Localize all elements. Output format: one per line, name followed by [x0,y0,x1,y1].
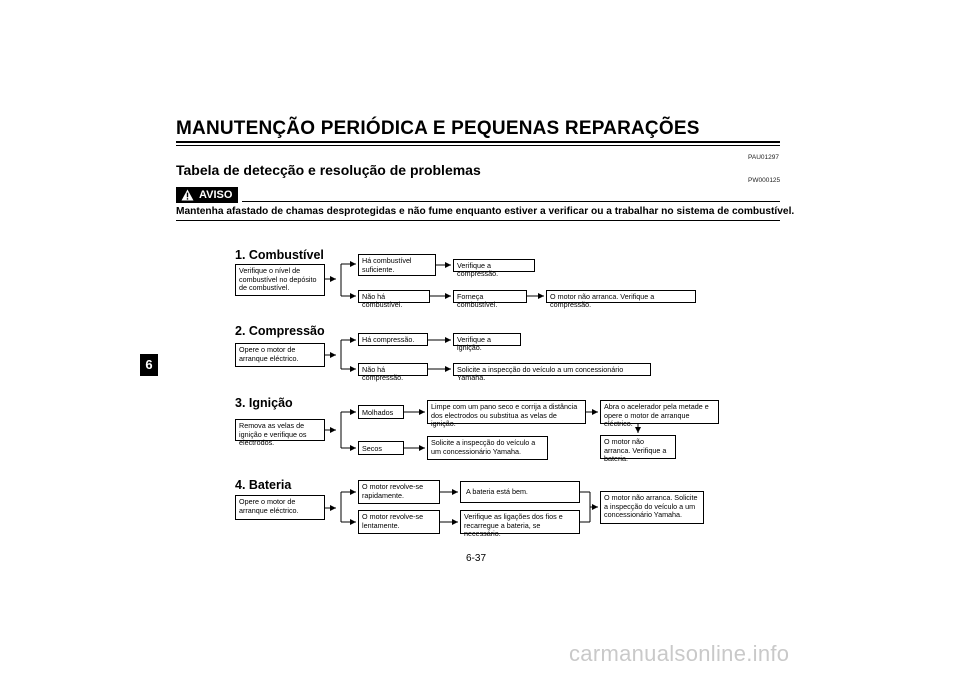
warning-badge-label: AVISO [199,189,233,201]
ignition-wet-next-box: Abra o acelerador pela metade e opere o motor de arranque eléctrico. [600,400,719,424]
page-title: MANUTENÇÃO PERIÓDICA E PEQUENAS REPARAÇÕES [176,118,700,139]
page-number: 6-37 [466,553,487,564]
watermark: carmanualsonline.info [569,641,790,666]
compression-no-action-box: Solicite a inspecção do veículo a um concessionário Yamaha. [453,363,651,376]
ignition-dry-action-box: Solicite a inspecção do veículo a um concessionário Yamaha. [427,436,548,460]
compression-check-box: Opere o motor de arranque eléctrico. [235,343,325,367]
battery-slow-box: O motor revolve-se lentamente. [358,510,440,534]
battery-final-box: O motor não arranca. Solicite a inspecção do veículo a um concessionário Yamaha. [600,491,704,524]
compression-section-title: 2. Compressão [235,324,325,338]
battery-fast-result-box: A bateria está bem. [460,481,580,503]
ignition-wet-action-box: Limpe com um pano seco e corrija a distância dos electrodos ou substitua as velas de ignição. [427,400,586,424]
fuel-no-result-box: O motor não arranca. Verifique a compressão. [546,290,696,303]
battery-fast-box: O motor revolve-se rapidamente. [358,480,440,504]
battery-section-title: 4. Bateria [235,478,292,492]
fuel-yes-box: Há combustível suficiente. [358,254,436,276]
section-code: PAU01297 [748,154,779,161]
fuel-no-box: Não há combustível. [358,290,430,303]
ignition-check-box: Remova as velas de ignição e verifique os electrodos. [235,419,325,441]
chapter-tab: 6 [140,354,158,376]
compression-yes-box: Há compressão. [358,333,428,346]
fuel-section-title: 1. Combustível [235,248,324,262]
ignition-wet-result-box: O motor não arranca. Verifique a bateria. [600,435,676,459]
compression-no-box: Não há compressão. [358,363,428,376]
fuel-no-action-box: Forneça combustível. [453,290,527,303]
section-heading: Tabela de detecção e resolução de problemas [176,162,481,178]
fuel-check-box: Verifique o nível de combustível no depósito de combustível. [235,264,325,296]
ignition-wet-box: Molhados [358,405,404,419]
ignition-section-title: 3. Ignição [235,396,293,410]
warning-text: Mantenha afastado de chamas desprotegidas e não fume enquanto estiver a verificar ou a trabalhar no sistema de combustível. [176,206,795,217]
battery-slow-action-box: Verifique as ligações dos fios e recarregue a bateria, se necessário. [460,510,580,534]
battery-check-box: Opere o motor de arranque eléctrico. [235,495,325,520]
fuel-yes-action-box: Verifique a compressão. [453,259,535,272]
ignition-dry-box: Secos [358,441,404,455]
warning-code: PW000125 [748,177,781,184]
compression-yes-action-box: Verifique a ignição. [453,333,521,346]
